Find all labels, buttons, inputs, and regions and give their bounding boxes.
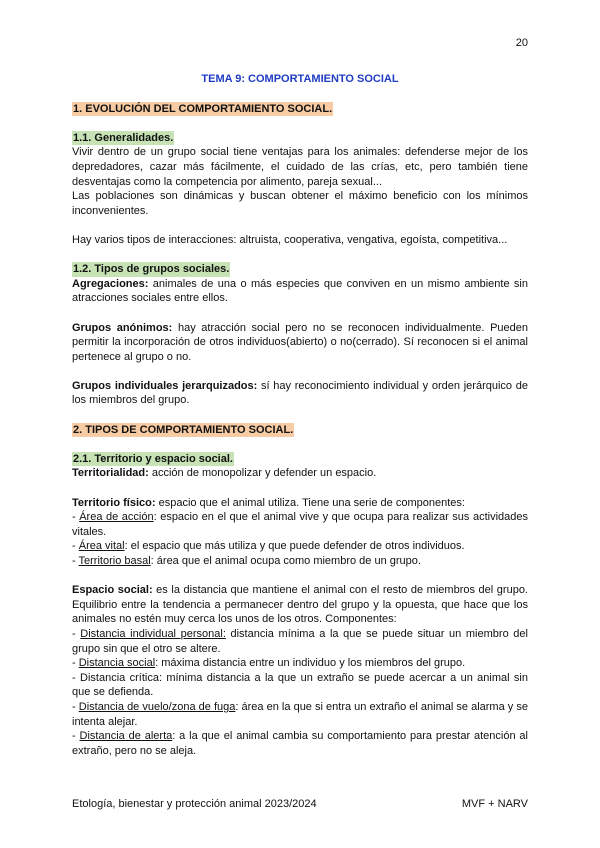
list-term: Distancia individual personal: <box>80 627 226 640</box>
definition-text: hay atracción social pero no se reconocen individualmente. Pueden permitir la incorporación de otros individuos(abierto) o no(cerrado). Sí reconocen si el animal pertenece al grupo o no. <box>72 321 529 363</box>
definition-territorio-fisico <box>72 496 528 511</box>
list-text: : área en la que si entra un extraño el animal se alarma y se intenta alejar. <box>72 700 528 728</box>
section-1-heading: 1. EVOLUCIÓN DEL COMPORTAMIENTO SOCIAL. <box>73 102 333 115</box>
definition-grupos-jerarquizados <box>72 379 528 408</box>
definition-text: acción de monopolizar y defender un espacio. <box>148 467 377 480</box>
definition-text: animales de una o más especies que conviven en un mismo ambiente sin atracciones sociales entre ellos. <box>72 277 528 305</box>
document-body <box>72 70 528 758</box>
paragraph: Hay varios tipos de interacciones: altruista, cooperativa, vengativa, egoísta, competitiva... <box>72 233 508 246</box>
list-text: : el espacio que más utiliza y que puede defender de otros individuos. <box>124 540 465 553</box>
list-term: Territorio basal <box>78 555 151 567</box>
term: Grupos anónimos: <box>72 321 173 334</box>
list-term: Distancia de alerta <box>79 730 173 743</box>
paragraph: Vivir dentro de un grupo social tiene ventajas para los animales: defenderse mejor de los depredadores, cazar más fácilmente, el cuidado de las crías, etc, pero también tiene desventajas como la competencia por alimento, pareja sexual... <box>72 146 528 188</box>
list-text: : área que el animal ocupa como miembro de un grupo. <box>150 555 421 567</box>
term: Territorio físico: <box>72 496 156 509</box>
subsection-1-2-heading: 1.2. Tipos de grupos sociales. <box>73 263 230 276</box>
list-bullet: - <box>72 671 81 684</box>
list-bullet: - <box>72 540 79 553</box>
term: Grupos individuales jerarquizados: <box>72 379 258 392</box>
list-text: distancia mínima a la que se puede situar un miembro del grupo sin que el otro se altere. <box>72 627 528 655</box>
definition-grupos-anonimos <box>72 321 528 365</box>
paragraph: Las poblaciones son dinámicas y buscan obtener el máximo beneficio con los mínimos inconvenientes. <box>72 190 528 217</box>
footer-authors: MVF + NARV <box>461 798 528 810</box>
list-item <box>72 539 528 554</box>
list-term: Distancia de vuelo/zona de fuga <box>78 700 236 713</box>
page-number: 20 <box>515 37 528 49</box>
definition-text: espacio que el animal utiliza. Tiene una serie de componentes: <box>155 496 465 509</box>
list-item <box>72 700 528 729</box>
list-term: Área vital <box>78 540 125 553</box>
term: Espacio social: <box>72 584 153 597</box>
list-item <box>72 627 528 656</box>
list-item <box>72 729 528 758</box>
list-item <box>72 510 528 539</box>
list-text: : máxima distancia entre un individuo y los miembros del grupo. <box>155 657 466 670</box>
section-2-heading: 2. TIPOS DE COMPORTAMIENTO SOCIAL. <box>73 423 294 436</box>
definition-text: sí hay reconocimiento individual y orden jerárquico de los miembros del grupo. <box>72 379 528 407</box>
list-term: Área de acción <box>79 511 154 524</box>
term: Agregaciones: <box>72 277 149 290</box>
list-text: Distancia crítica: mínima distancia a la que un extraño se puede acercar a un animal sin que se defienda. <box>72 671 528 699</box>
definition-territorialidad <box>72 466 528 481</box>
list-text: : espacio en el que el animal vive y que ocupa para realizar sus actividades vitales. <box>72 511 528 538</box>
subsection-1-1-heading: 1.1. Generalidades. <box>73 131 174 144</box>
definition-text: es la distancia que mantiene el animal con el resto de miembros del grupo. Equilibrio entre la tendencia a permanecer dentro del grupo y la opuesta, que hace que los animales no estén muy cerca los unos de los otros. Componentes: <box>72 584 528 626</box>
document-title: TEMA 9: COMPORTAMIENTO SOCIAL <box>201 73 399 85</box>
list-bullet: - <box>72 627 81 640</box>
page-footer <box>72 798 528 810</box>
list-term: Distancia social <box>78 657 156 670</box>
list-bullet: - <box>72 657 79 670</box>
term: Territorialidad: <box>72 467 149 480</box>
definition-agregaciones <box>72 277 528 306</box>
footer-course: Etología, bienestar y protección animal 2023/2024 <box>72 798 317 810</box>
list-text: : a la que el animal cambia su comportamiento para prestar atención al extraño, pero no se aleja. <box>72 730 528 757</box>
list-bullet: - <box>72 511 80 524</box>
territorio-fisico-list <box>72 510 528 568</box>
subsection-2-1-heading: 2.1. Territorio y espacio social. <box>73 452 233 465</box>
list-bullet: - <box>72 555 79 567</box>
list-item <box>72 656 528 671</box>
list-item <box>72 671 528 700</box>
list-item <box>72 554 528 569</box>
espacio-social-list <box>72 627 528 758</box>
list-bullet: - <box>72 730 80 743</box>
definition-espacio-social <box>72 583 528 627</box>
list-bullet: - <box>72 700 79 713</box>
